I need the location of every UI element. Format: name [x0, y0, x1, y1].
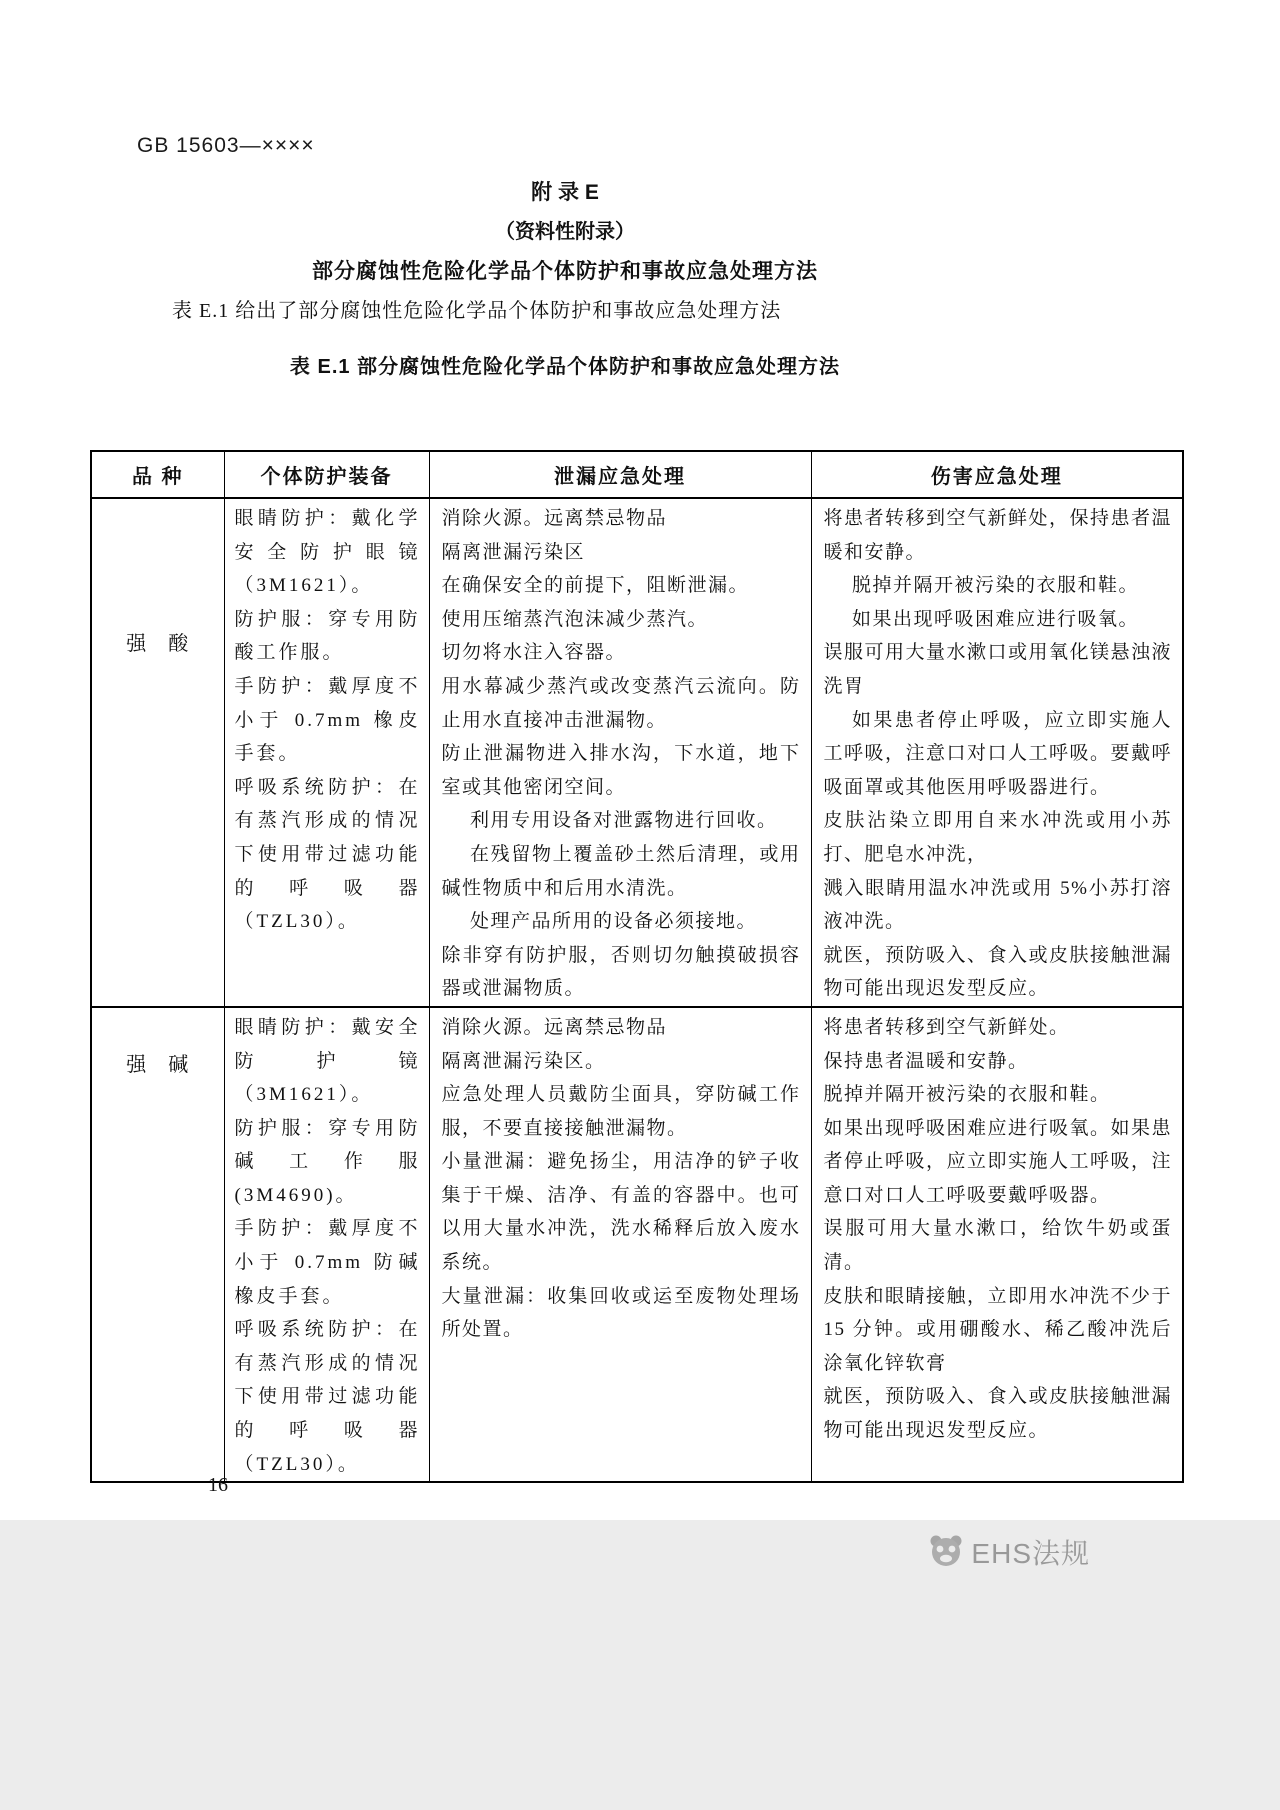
- paragraph: 如果出现呼吸困难应进行吸氧。: [852, 608, 1140, 630]
- paragraph: 防止泄漏物进入排水沟，下水道，地下室或其他密闭空间。: [441, 743, 801, 798]
- leak-cell: [429, 1007, 811, 1482]
- column-header-1: 个体防护装备: [224, 451, 429, 498]
- table-container: [90, 450, 1184, 1483]
- leak-cell: [429, 498, 811, 1007]
- injury-cell: [811, 498, 1183, 1007]
- paragraph: 皮肤沾染立即用自来水冲洗或用小苏打、肥皂水冲洗，: [823, 810, 1172, 865]
- paragraph: 消除火源。远离禁忌物品: [441, 508, 668, 529]
- appendix-heading: 部分腐蚀性危险化学品个体防护和事故应急处理方法: [312, 260, 818, 283]
- intro-paragraph: 表 E.1 给出了部分腐蚀性危险化学品个体防护和事故应急处理方法: [172, 300, 782, 322]
- paragraph: 误服可用大量水漱口或用氧化镁悬浊液洗胃: [823, 642, 1173, 697]
- paragraph: 呼吸系统防护：在有蒸汽形成的情况下使用带过滤功能的呼吸器（TZL30）。: [234, 776, 421, 933]
- column-header-2: 泄漏应急处理: [429, 451, 811, 498]
- appendix-subtitle: （资料性附录）: [495, 221, 635, 243]
- paragraph: 用水幕减少蒸汽或改变蒸汽云流向。防止用水直接冲击泄漏物。: [441, 675, 801, 731]
- paragraph: 在确保安全的前提下，阻断泄漏。: [441, 575, 750, 597]
- page-number: 16: [208, 1474, 228, 1496]
- paragraph: 脱掉并隔开被污染的衣服和鞋。: [823, 1084, 1111, 1106]
- watermark: [928, 1532, 1090, 1572]
- column-header-3: 伤害应急处理: [811, 451, 1183, 498]
- paragraph: 就医，预防吸入、食入或皮肤接触泄漏物可能出现迟发型反应。: [823, 1386, 1173, 1442]
- paragraph: 大量泄漏：收集回收或运至废物处理场所处置。: [441, 1285, 801, 1341]
- paragraph: 手防护：戴厚度不小于 0.7mm 橡皮手套。: [234, 675, 421, 765]
- category-cell: 强 酸: [91, 498, 224, 1007]
- paragraph: 处理产品所用的设备必须接地。: [470, 911, 758, 933]
- paragraph: 防护服：穿专用防碱工作服(3M4690)。: [234, 1117, 421, 1206]
- paragraph: 手防护：戴厚度不小于 0.7mm 防碱橡皮手套。: [234, 1218, 421, 1307]
- paragraph: 眼睛防护：戴化学安全防护眼镜（3M1621）。: [234, 508, 421, 597]
- appendix-title: 附 录 E: [531, 181, 599, 204]
- paragraph: 将患者转移到空气新鲜处。: [823, 1016, 1070, 1038]
- paragraph: 在残留物上覆盖砂土然后清理，或用碱性物质中和后用水清洗。: [441, 843, 801, 899]
- paragraph: 消除火源。远离禁忌物品: [441, 1016, 668, 1038]
- paragraph: 保持患者温暖和安静。: [823, 1050, 1029, 1072]
- ehs-logo-icon: [928, 1533, 964, 1572]
- table-row: [91, 1007, 1183, 1482]
- paragraph: 皮肤和眼睛接触，立即用水冲洗不少于 15 分钟。或用硼酸水、稀乙酸冲洗后涂氧化锌软膏: [823, 1285, 1173, 1374]
- paragraph: 应急处理人员戴防尘面具，穿防碱工作服，不要直接接触泄漏物。: [441, 1084, 801, 1139]
- paragraph: 眼睛防护：戴安全防护镜（3M1621）。: [234, 1016, 421, 1106]
- paragraph: 防护服：穿专用防酸工作服。: [234, 608, 421, 664]
- table-e1: [90, 450, 1184, 1483]
- column-header-0: 品 种: [91, 451, 224, 498]
- paragraph: 使用压缩蒸汽泡沫减少蒸汽。: [441, 608, 709, 630]
- injury-cell: [811, 1007, 1183, 1482]
- table-row: [91, 498, 1183, 1007]
- paragraph: 就医，预防吸入、食入或皮肤接触泄漏物可能出现迟发型反应。: [823, 944, 1173, 1000]
- paragraph: 隔离泄漏污染区。: [441, 1050, 606, 1072]
- paragraph: 如果出现呼吸困难应进行吸氧。如果患者停止呼吸，应立即实施人工呼吸，注意口对口人工呼吸要戴呼吸器。: [823, 1117, 1173, 1206]
- category-cell: 强 碱: [91, 1007, 224, 1482]
- paragraph: 呼吸系统防护：在有蒸汽形成的情况下使用带过滤功能的呼吸器（TZL30）。: [234, 1319, 421, 1475]
- protection-cell: [224, 498, 429, 1007]
- doc-number: GB 15603—××××: [137, 134, 315, 157]
- paragraph: 溅入眼睛用温水冲洗或用 5%小苏打溶液冲洗。: [823, 877, 1172, 933]
- paragraph: 隔离泄漏污染区: [441, 541, 586, 563]
- paragraph: 脱掉并隔开被污染的衣服和鞋。: [852, 575, 1140, 597]
- paragraph: 利用专用设备对泄露物进行回收。: [470, 810, 778, 832]
- paragraph: 如果患者停止呼吸，应立即实施人工呼吸，注意口对口人工呼吸。要戴呼吸面罩或其他医用呼吸器进行。: [823, 709, 1173, 798]
- paragraph: 将患者转移到空气新鲜处，保持患者温暖和安静。: [823, 508, 1173, 563]
- watermark-text: EHS法规: [971, 1538, 1090, 1569]
- table-header-row: [91, 451, 1183, 498]
- paragraph: 小量泄漏：避免扬尘，用洁净的铲子收集于干燥、洁净、有盖的容器中。也可以用大量水冲洗，洗水稀释后放入废水系统。: [441, 1151, 801, 1274]
- footer-band: [0, 1520, 1280, 1810]
- paragraph: 切勿将水注入容器。: [441, 642, 627, 664]
- paragraph: 除非穿有防护服，否则切勿触摸破损容器或泄漏物质。: [441, 944, 801, 1000]
- paragraph: 误服可用大量水漱口，给饮牛奶或蛋清。: [823, 1218, 1172, 1274]
- table-caption: 表 E.1 部分腐蚀性危险化学品个体防护和事故应急处理方法: [289, 356, 841, 378]
- protection-cell: [224, 1007, 429, 1482]
